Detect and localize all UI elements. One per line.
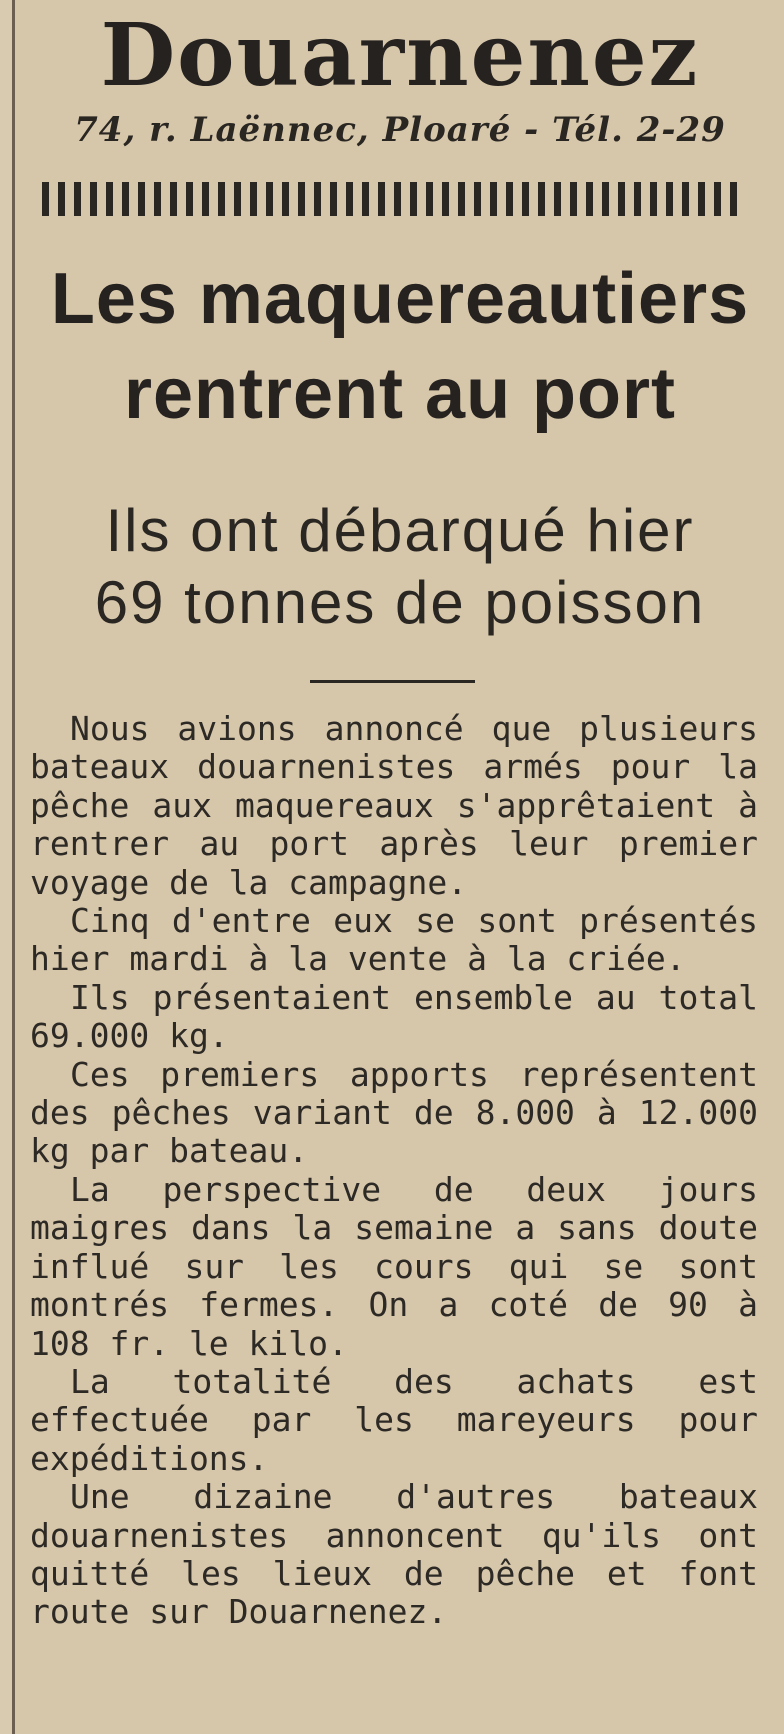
divider-rule [310,680,475,683]
column-rule [12,0,15,1734]
article-paragraph: Une dizaine d'autres bateaux douarnenistes annoncent qu'ils ont quitté les lieux de pêche et font route sur Douarnenez. [30,1477,758,1632]
article-body [30,710,758,1632]
masthead-address: 74, r. Laënnec, Ploaré - Tél. 2-29 [74,110,726,150]
article-paragraph: La perspective de deux jours maigres dans la semaine a sans doute influé sur les cours qui se sont montrés fermes. On a coté de 90 à 108 fr. le kilo. [30,1169,758,1363]
subheadline-line: Ils ont débarqué hier [105,497,695,564]
headline [30,252,770,442]
article-paragraph: La totalité des achats est effectuée par les mareyeurs pour expéditions. [30,1361,758,1478]
article-paragraph: Ils présentaient ensemble au total 69.000 kg. [30,977,758,1056]
masthead-title: Douarnenez [100,5,700,106]
headline-line: Les maquereautiers [50,259,750,339]
subheadline [30,495,770,639]
subheadline-line: 69 tonnes de poisson [94,569,706,636]
headline-line: rentrent au port [123,354,677,434]
ornamental-rule [42,182,742,216]
article-paragraph: Nous avions annoncé que plusieurs bateaux douarnenistes armés pour la pêche aux maquereaux s'apprêtaient à rentrer au port après leur premier voyage de la campagne. [30,709,758,902]
article-paragraph: Cinq d'entre eux se sont présentés hier mardi à la vente à la criée. [30,901,758,979]
article-paragraph: Ces premiers apports représentent des pêches variant de 8.000 à 12.000 kg par bateau. [30,1054,758,1171]
